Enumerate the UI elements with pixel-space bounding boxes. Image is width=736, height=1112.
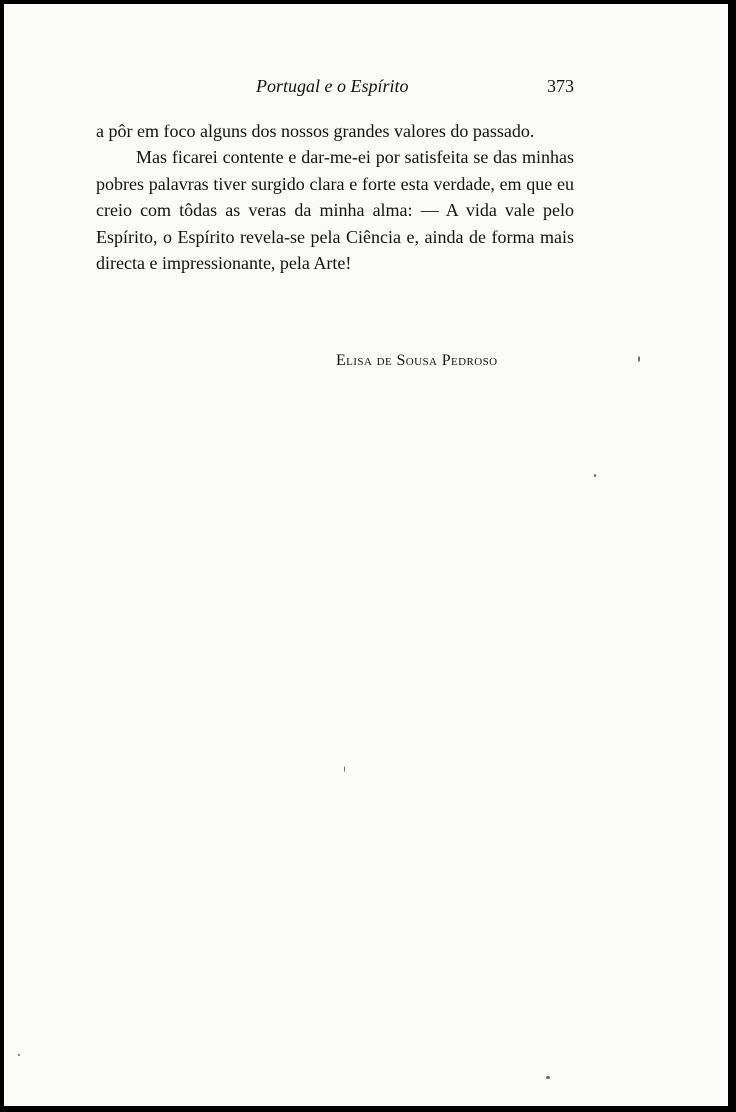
paper-speck bbox=[546, 1076, 550, 1079]
body-text bbox=[96, 118, 574, 276]
author-signature: Elisa de Sousa Pedroso bbox=[336, 352, 498, 369]
paragraph-1: a pôr em foco alguns dos nossos grandes valores do passado. bbox=[96, 121, 535, 141]
page-number: 373 bbox=[547, 76, 574, 96]
running-title: Portugal e o Espírito bbox=[256, 76, 409, 96]
paper-speck bbox=[638, 356, 640, 362]
paragraph-2: Mas ficarei contente e dar-me-ei por satisfeita se das minhas pobres palavras tiver surgido clara e forte esta verdade, em que eu creio com tôdas as veras da minha alma: — A vida vale pelo Espírito, o Espírito revela-se pela Ciência e, ainda de forma mais directa e impressionante, pela Arte! bbox=[96, 147, 574, 274]
book-page bbox=[4, 4, 728, 1106]
page-header bbox=[96, 76, 574, 100]
paper-speck bbox=[594, 474, 596, 477]
paper-speck bbox=[18, 1054, 20, 1056]
paper-speck bbox=[344, 766, 345, 772]
